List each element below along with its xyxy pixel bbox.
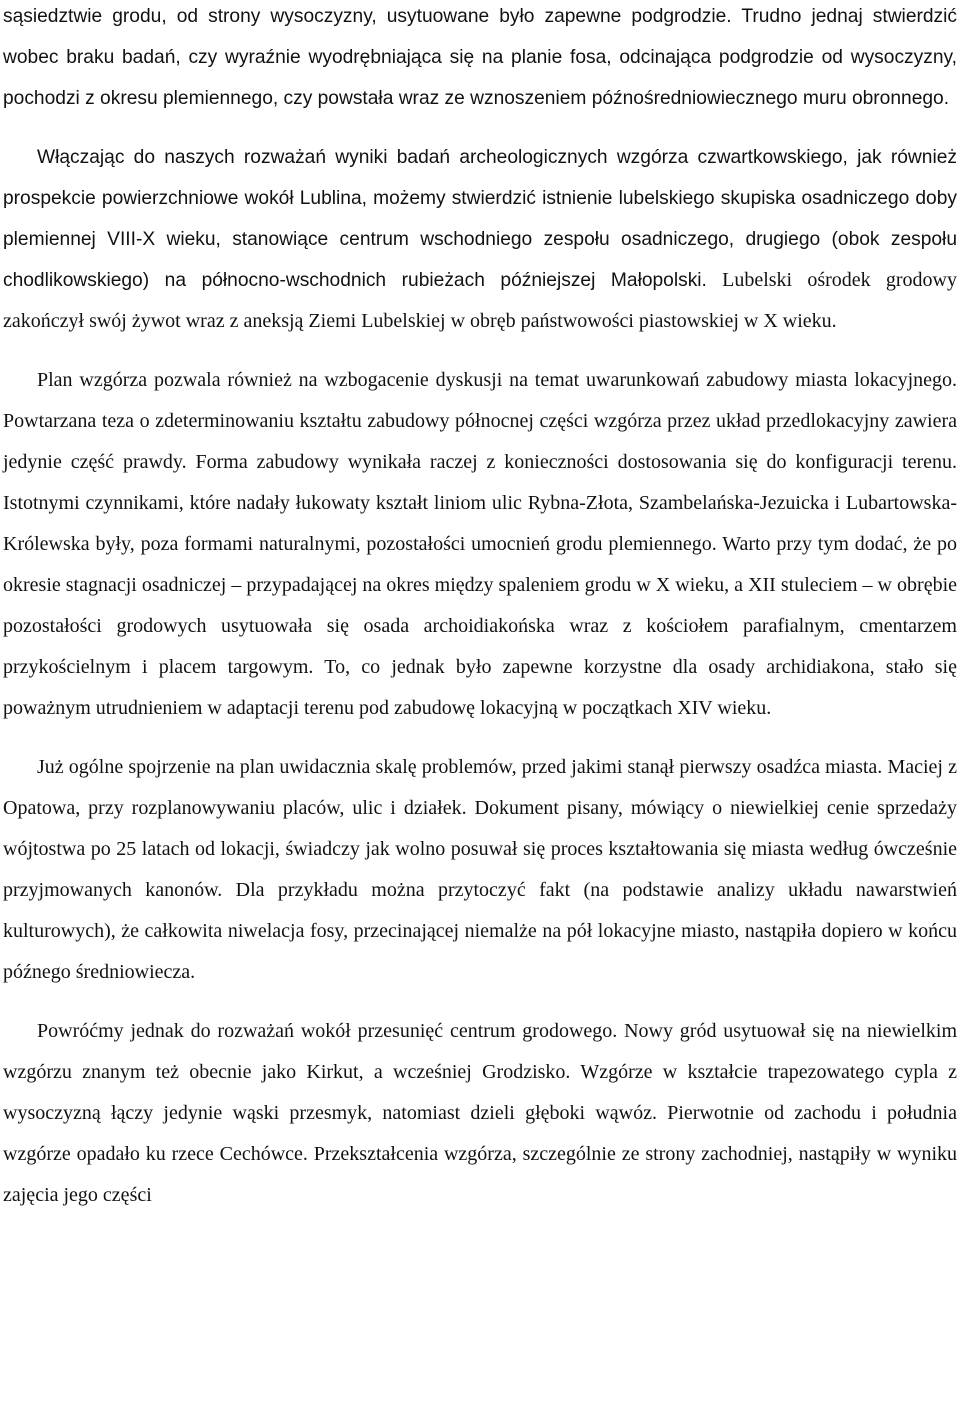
paragraph-3 [3,360,957,729]
paragraph-4 [3,747,957,993]
paragraph-1-text: sąsiedztwie grodu, od strony wysoczyzny, usytuowane było zapewne podgrodzie. Trudno jednaj stwierdzić wobec braku badań, czy wyraźnie wyodrębniająca się na planie fosa, odcinająca podgrodzie od wysoczyzny, pochodzi z okresu plemiennego, czy powstała wraz ze wznoszeniem późnośredniowiecznego muru obronnego. [3,6,957,109]
paragraph-5-text: Powróćmy jednak do rozważań wokół przesunięć centrum grodowego. Nowy gród usytuował się na niewielkim wzgórzu znanym też obecnie jako Kirkut, a wcześniej Grodzisko. Wzgórze w kształcie trapezowatego cypla z wysoczyzną łączy jedynie wąski przesmyk, natomiast dzieli głęboki wąwóz. Pierwotnie od zachodu i południa wzgórze opadało ku rzece Cechówce. Przekształcenia wzgórza, szczególnie ze strony zachodniej, nastąpiły w wyniku zajęcia jego części [3,1020,957,1206]
paragraph-2 [3,137,957,342]
document-page [3,0,957,1216]
paragraph-2-text-part-2: Lubelski ośrodek grodowy zakończył swój żywot wraz z aneksją Ziemi Lubelskiej w obręb państwowości piastowskiej w X wieku. [3,269,957,332]
paragraph-2-text-part-1: Włączając do naszych rozważań wyniki badań archeologicznych wzgórza czwartkowskiego, jak również prospekcie powierzchniowe wokół Lublina, możemy stwierdzić istnienie lubelskiego skupiska osadniczego doby plemiennej VIII-X wieku, stanowiące centrum wschodniego zespołu osadniczego, drugiego (obok zespołu chodlikowskiego) na północno-wschodnich rubieżach późniejszej Małopolski. [3,147,957,291]
paragraph-4-text: Już ogólne spojrzenie na plan uwidacznia skalę problemów, przed jakimi stanął pierwszy osadźca miasta. Maciej z Opatowa, przy rozplanowywaniu placów, ulic i działek. Dokument pisany, mówiący o niewielkiej cenie sprzedaży wójtostwa po 25 latach od lokacji, świadczy jak wolno posuwał się proces kształtowania się miasta według ówcześnie przyjmowanych kanonów. Dla przykładu można przytoczyć fakt (na podstawie analizy układu nawarstwień kulturowych), że całkowita niwelacja fosy, przecinającej niemalże na pół lokacyjne miasto, nastąpiła dopiero w końcu późnego średniowiecza. [3,756,957,983]
paragraph-3-text: Plan wzgórza pozwala również na wzbogacenie dyskusji na temat uwarunkowań zabudowy miasta lokacyjnego. Powtarzana teza o zdeterminowaniu kształtu zabudowy północnej części wzgórza przez układ przedlokacyjny zawiera jedynie część prawdy. Forma zabudowy wynikała raczej z konieczności dostosowania się do konfiguracji terenu. Istotnymi czynnikami, które nadały łukowaty kształt liniom ulic Rybna-Złota, Szambelańska-Jezuicka i Lubartowska-Królewska były, poza formami naturalnymi, pozostałości umocnień grodu plemiennego. Warto przy tym dodać, że po okresie stagnacji osadniczej – przypadającej na okres między spaleniem grodu w X wieku, a XII stuleciem – w obrębie pozostałości grodowych usytuowała się osada archoidiakońska wraz z kościołem parafialnym, cmentarzem przykościelnym i placem targowym. To, co jednak było zapewne korzystne dla osady archidiakona, stało się poważnym utrudnieniem w adaptacji terenu pod zabudowę lokacyjną w początkach XIV wieku. [3,369,957,719]
paragraph-1 [3,0,957,119]
paragraph-5 [3,1011,957,1216]
